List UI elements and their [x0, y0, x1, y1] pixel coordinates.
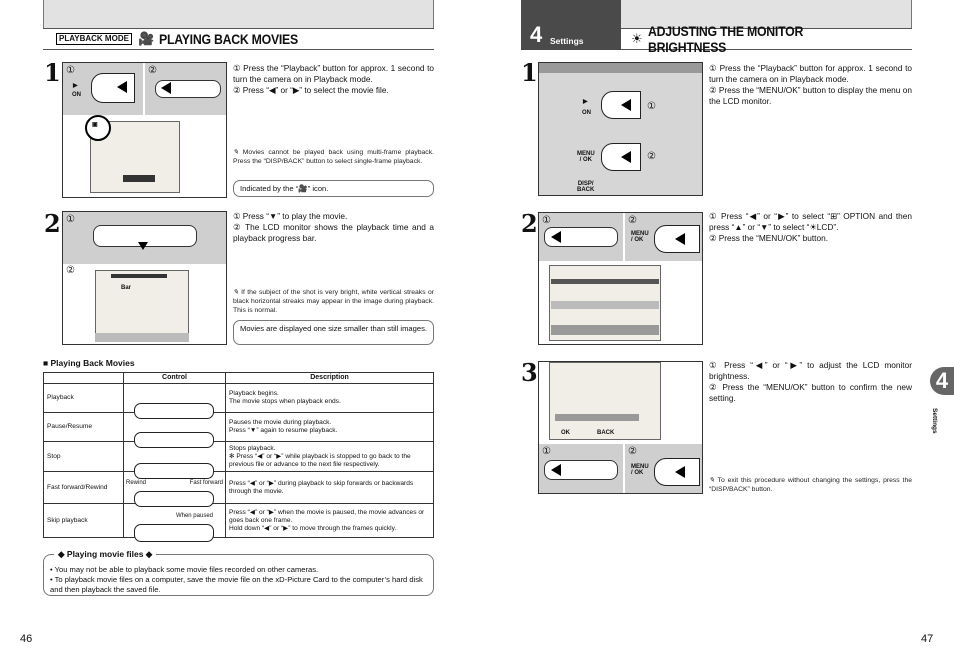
lcd-bottom-bar — [95, 333, 189, 342]
ok-label: OK — [561, 430, 570, 436]
arrow-down-icon — [138, 242, 148, 250]
page-title: ADJUSTING THE MONITOR BRIGHTNESS — [647, 23, 803, 55]
step1-note — [233, 148, 434, 166]
lcd-bottom-bar — [123, 175, 155, 182]
progress-bar — [111, 274, 167, 278]
step1-illustration — [538, 62, 703, 196]
callout-2: ② — [647, 151, 656, 162]
title-strip — [621, 23, 912, 55]
row-desc: Press “◀” or “▶” during playback to skip forwards or backwards through the movie. — [226, 472, 434, 504]
instruction-line: ② Press the “MENU/OK” button to display the menu on the LCD monitor. — [709, 85, 912, 106]
playback-table — [43, 372, 434, 538]
dpad-icon — [134, 403, 214, 419]
movie-icon: ▣ — [92, 122, 98, 128]
page-title: PLAYING BACK MOVIES — [159, 31, 299, 47]
step1-instructions — [709, 63, 912, 107]
table-row — [44, 413, 434, 442]
instruction-line: ② The LCD monitor shows the playback time and a playback progress bar. — [233, 222, 434, 243]
row-label: Skip playback — [44, 504, 124, 538]
page-number: 46 — [20, 633, 33, 645]
arrow-left-icon — [551, 231, 561, 243]
movie-camera-icon: 🎥 — [137, 31, 155, 46]
arrow-left-icon — [675, 233, 685, 245]
hand-press — [91, 73, 135, 103]
row-label: Stop — [44, 442, 124, 472]
step3-instructions — [709, 360, 912, 404]
note-text: If the subject of the shot is very bright, white vertical streaks or black horizontal streaks may appear in the image during playback. This is normal. — [233, 289, 435, 314]
side-tab-label: Settings — [931, 408, 938, 434]
dpad-icon — [134, 432, 214, 448]
step2-instructions — [233, 211, 434, 244]
table-row — [44, 442, 434, 472]
row-desc: Playback begins. The movie stops when playback ends. — [226, 384, 434, 413]
instruction-line: ① Press “◀” or “▶” to adjust the LCD monitor brightness. — [709, 360, 912, 381]
note-text: To exit this procedure without changing the settings, press the “DISP/BACK” button. — [709, 477, 912, 493]
step3-illustration — [538, 361, 703, 494]
side-tab: 4 — [930, 367, 954, 395]
step-number: 2 — [521, 209, 538, 238]
step2-note — [233, 288, 434, 315]
menu-header-bar — [551, 279, 659, 284]
arrow-left-icon — [675, 466, 685, 478]
memo-icon: ✎ — [233, 149, 243, 156]
instruction-line: ① Press the “Playback” button for approx. 1 second to turn the camera on in Playback mode. — [233, 63, 434, 84]
back-label: BACK — [597, 430, 615, 436]
callout-1: ① — [647, 101, 656, 112]
step2-callout: Movies are displayed one size smaller than still images. — [233, 320, 434, 345]
title-strip — [43, 28, 434, 50]
step2-illustration — [538, 212, 703, 345]
page-number: 47 — [921, 633, 934, 645]
info-bullet: • You may not be able to playback some movie files recorded on other cameras. — [50, 565, 319, 574]
callout-1: ① — [542, 215, 551, 226]
sun-icon: ☀ — [631, 31, 643, 46]
when-paused-caption: When paused — [175, 512, 213, 519]
step-number: 1 — [521, 58, 538, 87]
table-row — [44, 384, 434, 413]
table-header: Control — [124, 373, 226, 384]
arrow-left-icon — [621, 151, 631, 163]
info-bullet: • To playback movie files on a computer, save the movie file on the xD-Picture Card to the computer’s hard disk and then playback the saved file. — [50, 575, 423, 594]
chapter-number: 4 — [530, 22, 543, 47]
step1-instructions — [233, 63, 434, 96]
callout-2: ② — [148, 65, 157, 76]
step1-illustration — [62, 62, 227, 198]
info-box — [43, 549, 434, 596]
step-number: 3 — [521, 358, 538, 387]
instruction-line: ① Press “◀” or “▶” to select “⊞” OPTION and then press “▲” or “▼” to select “☀LCD”. — [709, 211, 912, 232]
disp-back-label: DISP/ BACK — [577, 181, 595, 193]
bar-label: Bar — [121, 285, 132, 291]
info-heading: ◆ Playing movie files ◆ — [54, 549, 156, 559]
playback-mode-badge: PLAYBACK MODE — [56, 33, 132, 45]
callout-1: ① — [542, 446, 551, 457]
playback-icon: ▶ — [73, 83, 78, 89]
callout-2: ② — [66, 265, 75, 276]
on-label: ON — [582, 110, 591, 116]
step2-instructions — [709, 211, 912, 244]
table-header: Description — [226, 373, 434, 384]
row-label: Fast forward/Rewind — [44, 472, 124, 504]
on-label: ON — [72, 92, 81, 98]
table-row — [44, 472, 434, 504]
magnifier-icon — [85, 115, 111, 141]
callout-1: ① — [66, 214, 75, 225]
instruction-line: ② Press the “MENU/OK” button to confirm the new setting. — [709, 382, 912, 403]
row-desc: Pauses the movie during playback. Press “▼” again to resume playback. — [226, 413, 434, 442]
control-cell — [124, 384, 226, 413]
menu-selected-row — [551, 301, 659, 309]
note-text: Movies cannot be played back using multi-frame playback. Press the “DISP/BACK” button to select single-frame playback. — [233, 149, 434, 165]
page-right — [477, 0, 954, 667]
instruction-line: ① Press the “Playback” button for approx. 1 second to turn the camera on in Playback mode. — [709, 63, 912, 84]
arrow-left-icon — [117, 81, 127, 93]
control-cell — [124, 504, 226, 538]
step2-illustration — [62, 211, 227, 345]
dpad-icon — [134, 463, 214, 479]
instruction-line: ① Press “▼” to play the movie. — [233, 211, 348, 221]
fast-forward-caption: Fast forward — [189, 479, 223, 486]
step-number: 2 — [44, 209, 61, 238]
playback-icon: ▶ — [583, 99, 588, 105]
chapter-label: Settings — [550, 36, 584, 46]
instruction-line: ② Press “◀” or “▶” to select the movie file. — [233, 85, 389, 95]
table-header — [44, 373, 124, 384]
row-label: Playback — [44, 384, 124, 413]
memo-icon: ✎ — [709, 477, 718, 484]
lcd-screen — [95, 270, 189, 342]
memo-icon: ✎ — [233, 289, 242, 296]
arrow-left-icon — [621, 99, 631, 111]
callout-2: ② — [628, 215, 637, 226]
dpad-icon — [134, 491, 214, 507]
arrow-left-icon — [161, 82, 171, 94]
step3-note — [709, 476, 912, 494]
menu-ok-label: MENU / OK — [631, 464, 649, 476]
step1-callout: Indicated by the “🎥” icon. — [233, 180, 434, 197]
callout-1: ① — [66, 65, 75, 76]
table-row — [44, 504, 434, 538]
lcd-screen — [549, 362, 661, 440]
dpad-icon — [134, 524, 214, 542]
table-title: ■ Playing Back Movies — [43, 358, 135, 368]
instruction-line: ② Press the “MENU/OK” button. — [709, 233, 829, 243]
row-desc: Stops playback. ✻ Press “◀” or “▶” while playback is stopped to go back to the previous file or advance to the next file respectively. — [226, 442, 434, 472]
arrow-left-icon — [551, 464, 561, 476]
table-header-row — [44, 373, 434, 384]
row-label: Pause/Resume — [44, 413, 124, 442]
brightness-slider — [555, 414, 639, 421]
row-desc: Press “◀” or “▶” when the movie is paused, the movie advances or goes back one frame. Hold down “◀” or “▶” to move through the frames quickly. — [226, 504, 434, 538]
callout-2: ② — [628, 446, 637, 457]
rewind-caption: Rewind — [126, 479, 147, 486]
step-number: 1 — [44, 58, 61, 87]
menu-ok-label: MENU / OK — [631, 231, 649, 243]
menu-icon-row — [551, 325, 659, 335]
menu-ok-label: MENU / OK — [577, 151, 595, 163]
